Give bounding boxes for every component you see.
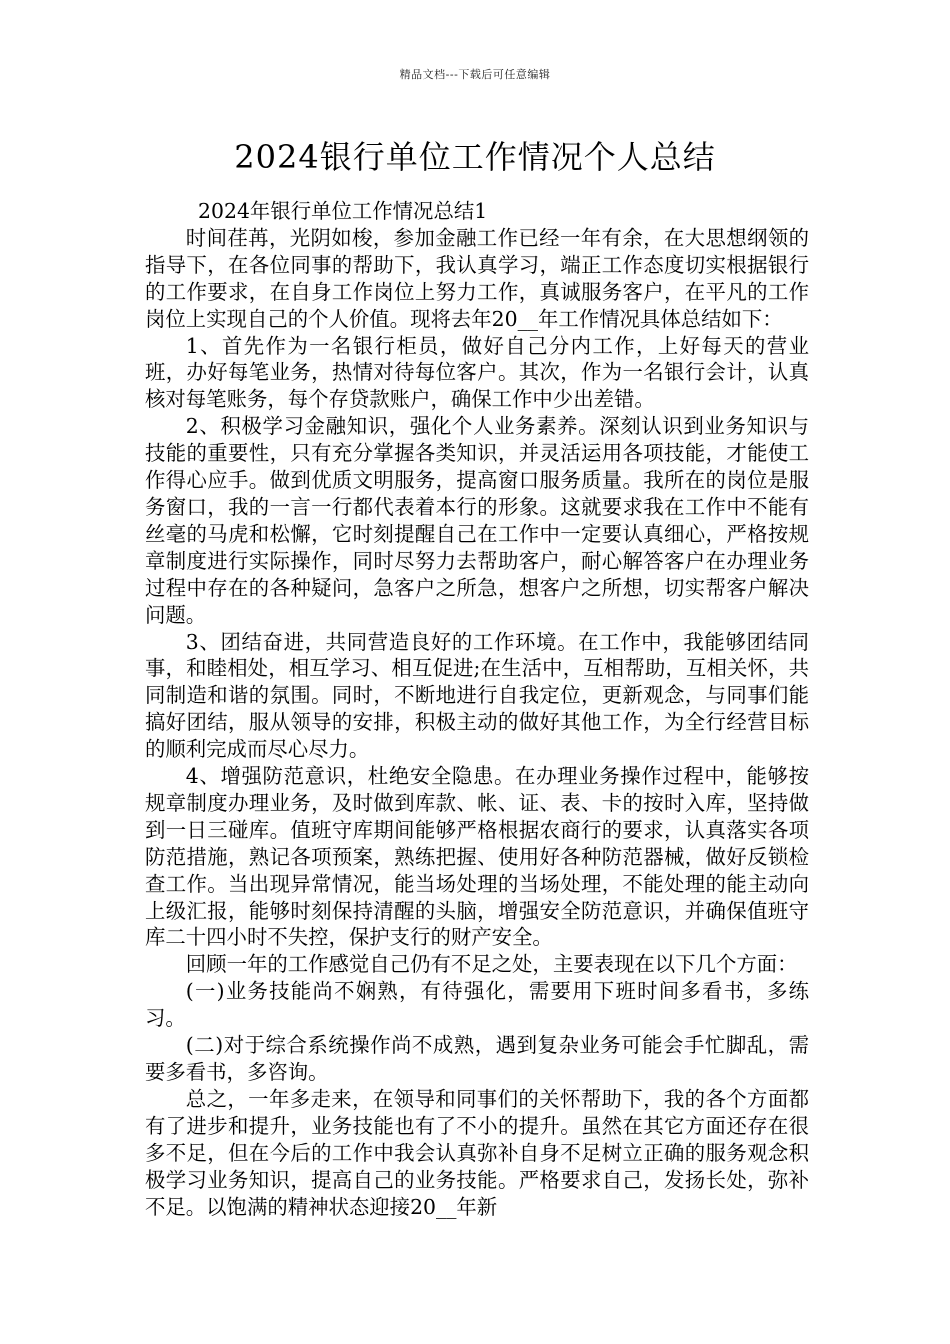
paragraph-review: 回顾一年的工作感觉自己仍有不足之处，主要表现在以下几个方面： (185, 952, 798, 977)
page-header-watermark: 精品文档---下载后可任意编辑 (399, 68, 551, 81)
section-heading: 2024年银行单位工作情况总结1 (198, 199, 488, 223)
document-title: 2024银行单位工作情况个人总结 (234, 138, 716, 176)
document-body (145, 198, 809, 1220)
paragraph-item-1: 1、首先作为一名银行柜员，做好自己分内工作，上好每天的营业班，办好每笔业务，热情对待每位客户。其次，作为一名银行会计，认真核对每笔账务，每个存贷款账户，确保工作中少出差错。 (145, 333, 809, 412)
paragraph-item-2: 2、积极学习金融知识，强化个人业务素养。深刻认识到业务知识与技能的重要性，只有充分掌握各类知识，并灵活运用各项技能，才能使工作得心应手。做到优质文明服务，提高窗口服务质量。我所在的岗位是服务窗口，我的一言一行都代表着本行的形象。这就要求我在工作中不能有丝毫的马虎和松懈，它时刻提醒自己在工作中一定要认真细心，严格按规章制度进行实际操作，同时尽努力去帮助客户，耐心解答客户在办理业务过程中存在的各种疑问，急客户之所急，想客户之所想，切实帮客户解决问题。 (145, 414, 809, 627)
paragraph-conclusion: 总之，一年多走来，在领导和同事们的关怀帮助下，我的各个方面都有了进步和提升，业务技能也有了不小的提升。虽然在其它方面还存在很多不足，但在今后的工作中我会认真弥补自身不足树立正确的服务观念积极学习业务知识，提高自己的业务技能。严格要求自己，发扬长处，弥补不足。以饱满的精神状态迎接20__年新 (145, 1086, 809, 1219)
paragraph-shortcoming-1: (一)业务技能尚不娴熟，有待强化，需要用下班时间多看书，多练习。 (145, 979, 809, 1031)
paragraph-item-4: 4、增强防范意识，杜绝安全隐患。在办理业务操作过程中，能够按规章制度办理业务，及时做到库款、帐、证、表、卡的按时入库，坚持做到一日三碰库。值班守库期间能够严格根据农商行的要求，认真落实各项防范措施，熟记各项预案，熟练把握、使用好各种防范器械，做好反锁检查工作。当出现异常情况，能当场处理的当场处理，不能处理的能主动向上级汇报，能够时刻保持清醒的头脑，增强安全防范意识，并确保值班守库二十四小时不失控，保护支行的财产安全。 (145, 764, 809, 950)
paragraph-shortcoming-2: (二)对于综合系统操作尚不成熟，遇到复杂业务可能会手忙脚乱，需要多看书，多咨询。 (145, 1033, 809, 1084)
paragraph-item-3: 3、团结奋进，共同营造良好的工作环境。在工作中，我能够团结同事，和睦相处，相互学习、相互促进;在生活中，互相帮助，互相关怀，共同制造和谐的氛围。同时，不断地进行自我定位，更新观念，与同事们能搞好团结，服从领导的安排，积极主动的做好其他工作，为全行经营目标的顺利完成而尽心尽力。 (145, 629, 809, 762)
paragraph-intro: 时间荏苒，光阴如梭，参加金融工作已经一年有余，在大思想纲领的指导下，在各位同事的帮助下，我认真学习，端正工作态度切实根据银行的工作要求，在自身工作岗位上努力工作，真诚服务客户，在平凡的工作岗位上实现自己的个人价值。现将去年20__年工作情况具体总结如下： (145, 225, 809, 331)
